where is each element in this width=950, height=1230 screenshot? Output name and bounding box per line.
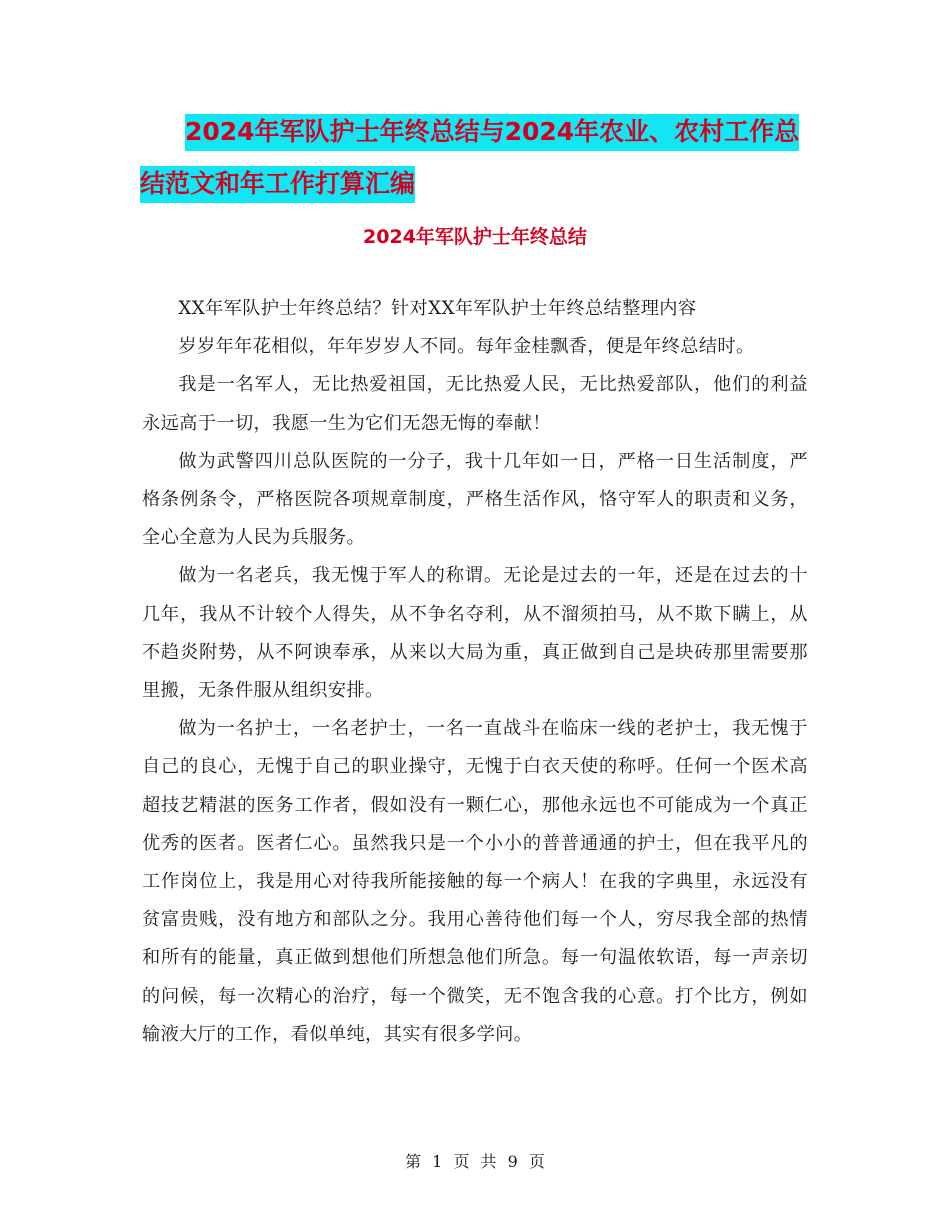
paragraph: 做为一名老兵，我无愧于军人的称谓。无论是过去的一年，还是在过去的十几年，我从不计较个人得失，从不争名夺利，从不溜须拍马，从不欺下瞒上，从不趋炎附势，从不阿谀奉承，从来以大局为重，真正做到自己是块砖那里需要那里搬，无条件服从组织安排。 xyxy=(142,565,808,702)
section-heading: 2024年军队护士年终总结 xyxy=(363,226,587,248)
document-body xyxy=(142,290,808,1054)
document-title-line-2: 结范文和年工作打算汇编 xyxy=(140,166,415,203)
document-title-line-1: 2024年军队护士年终总结与2024年农业、农村工作总 xyxy=(185,114,799,151)
paragraph: XX年军队护士年终总结？针对XX年军队护士年终总结整理内容 xyxy=(178,298,697,319)
document-title xyxy=(140,106,820,210)
paragraph: 我是一名军人，无比热爱祖国，无比热爱人民，无比热爱部队，他们的利益永远高于一切，我愿一生为它们无怨无悔的奉献！ xyxy=(142,374,808,434)
paragraph: 岁岁年年花相似，年年岁岁人不同。每年金桂飘香，便是年终总结时。 xyxy=(178,336,755,358)
paragraph: 做为一名护士，一名老护士，一名一直战斗在临床一线的老护士，我无愧于自己的良心，无愧于自己的职业操守，无愧于白衣天使的称呼。任何一个医术高超技艺精湛的医务工作者，假如没有一颗仁心，那他永远也不可能成为一个真正优秀的医者。医者仁心。虽然我只是一个小小的普普通通的护士，但在我平凡的工作岗位上，我是用心对待我所能接触的每一个病人！在我的字典里，永远没有贫富贵贱，没有地方和部队之分。我用心善待他们每一个人，穷尽我全部的热情和所有的能量，真正做到想他们所想急他们所急。每一句温侬软语，每一声亲切的问候，每一次精心的治疗，每一个微笑，无不饱含我的心意。打个比方，例如输液大厅的工作，看似单纯，其实有很多学问。 xyxy=(142,718,808,1045)
page-footer: 第 1 页 共 9 页 xyxy=(405,1152,545,1171)
paragraph: 做为武警四川总队医院的一分子，我十几年如一日，严格一日生活制度，严格条例条令，严格医院各项规章制度，严格生活作风，恪守军人的职责和义务，全心全意为人民为兵服务。 xyxy=(142,450,808,549)
